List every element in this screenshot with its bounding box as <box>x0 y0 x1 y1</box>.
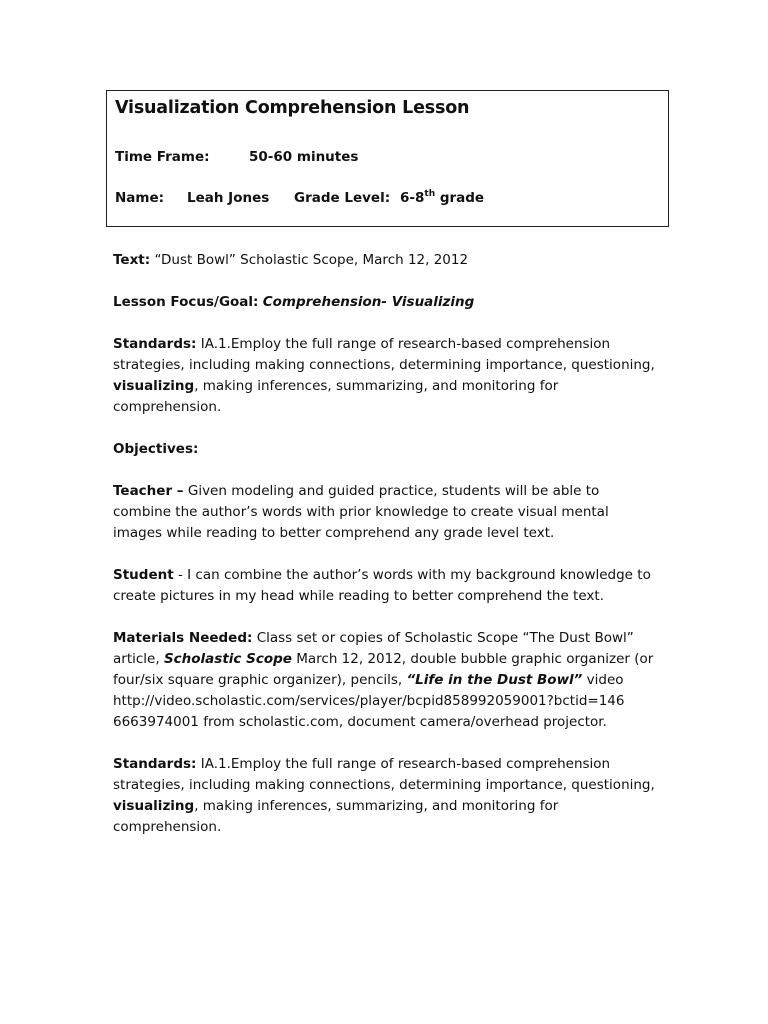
lesson-header-box <box>106 90 669 227</box>
materials-label: Materials Needed: <box>113 630 253 646</box>
standards-emphasis: visualizing <box>113 378 195 394</box>
student-objective <box>113 565 658 607</box>
teacher-objective <box>113 481 658 544</box>
grade-value-suffix: grade <box>439 190 485 206</box>
text-label: Text: <box>113 252 151 268</box>
standards-text-a-repeat: IA.1.Employ the full range of research-based comprehension strategies, including making connections, determining importance, questioning, <box>113 756 655 793</box>
materials-text-d: from scholastic.com, document camera/overhead projector. <box>198 714 607 730</box>
materials-text-b: March 12, 2012, double bubble graphic organizer (or four/six square graphic organizer), pencils, <box>113 651 654 688</box>
standards-paragraph-repeat <box>113 754 658 838</box>
name-value: Leah Jones <box>187 190 270 206</box>
materials-paragraph <box>113 628 658 733</box>
time-frame-value: 50-60 minutes <box>249 149 359 165</box>
student-text: - I can combine the author’s words with my background knowledge to create pictures in my head while reading to better comprehend the text. <box>113 567 651 604</box>
time-frame-row <box>115 149 359 165</box>
grade-level-value <box>400 190 484 206</box>
standards-text-a: IA.1.Employ the full range of research-based comprehension strategies, including making connections, determining importance, questioning, <box>113 336 655 373</box>
text-value: “Dust Bowl” Scholastic Scope, March 12, 2012 <box>154 252 469 268</box>
standards-emphasis-repeat: visualizing <box>113 798 195 814</box>
materials-scope-title: Scholastic Scope <box>163 651 292 667</box>
materials-text-c: video <box>586 672 624 688</box>
focus-paragraph <box>113 292 658 313</box>
standards-text-b-repeat: , making inferences, summarizing, and monitoring for comprehension. <box>113 798 559 835</box>
focus-label: Lesson Focus/Goal: <box>113 294 259 310</box>
standards-paragraph <box>113 334 658 418</box>
teacher-label: Teacher – <box>113 483 184 499</box>
student-label: Student <box>113 567 174 583</box>
standards-text-b: , making inferences, summarizing, and monitoring for comprehension. <box>113 378 559 415</box>
grade-level-label: Grade Level: <box>294 190 391 206</box>
grade-value-prefix: 6-8 <box>400 190 425 206</box>
materials-video-title: “Life in the Dust Bowl” <box>406 672 583 688</box>
focus-value: Comprehension- Visualizing <box>262 294 475 310</box>
objectives-heading <box>113 439 658 460</box>
teacher-text: Given modeling and guided practice, students will be able to combine the author’s words with prior knowledge to create visual mental images while reading to better comprehend any grade level text. <box>113 483 609 541</box>
materials-text-a: Class set or copies of Scholastic Scope “The Dust Bowl” article, <box>113 630 634 667</box>
video-url-line2: 6663974001 <box>113 714 199 730</box>
lesson-body <box>113 250 658 859</box>
grade-value-sup: th <box>424 189 436 199</box>
time-frame-label: Time Frame: <box>115 149 210 165</box>
lesson-title: Visualization Comprehension Lesson <box>115 98 470 118</box>
standards-label-repeat: Standards: <box>113 756 197 772</box>
standards-label: Standards: <box>113 336 197 352</box>
name-grade-row <box>115 189 485 206</box>
objectives-label: Objectives: <box>113 441 199 457</box>
text-paragraph <box>113 250 658 271</box>
name-label: Name: <box>115 190 165 206</box>
video-url-line1: http://video.scholastic.com/services/player/bcpid858992059001?bctid=146 <box>113 693 625 709</box>
